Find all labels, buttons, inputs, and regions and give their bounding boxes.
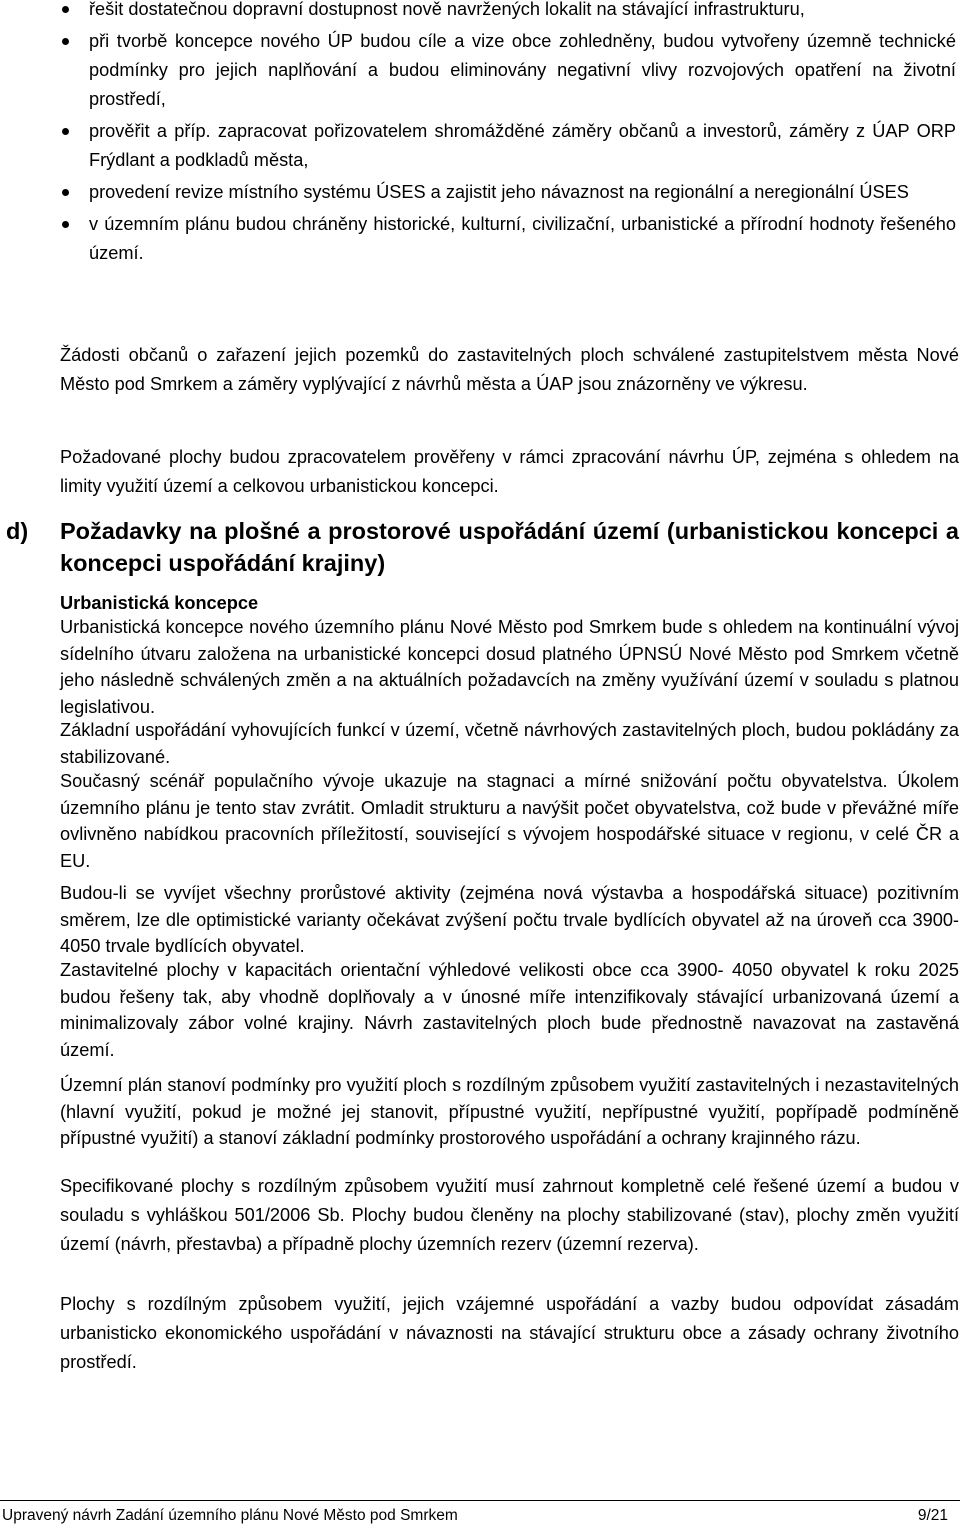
- bullet-dot-icon: [62, 189, 69, 196]
- footer-page-number: 9/21: [917, 1507, 948, 1524]
- bullet-dot-icon: [62, 221, 69, 228]
- section-letter: d): [6, 518, 29, 544]
- paragraph-specified-areas: Specifikované plochy s rozdílným způsobem využití musí zahrnout kompletně celé řešené území a budou v souladu s vyhláškou 501/2006 Sb. Plochy budou členěny na plochy stabilizované (stav), plochy změn využití území (návrh, přestavba) a případně plochy územních rezerv (územní rezerva).: [60, 1176, 959, 1254]
- paragraph-urban-concept: Urbanistická koncepce nového územního plánu Nové Město pod Smrkem bude s ohledem na kontinuální vývoj sídelního útvaru založena na urbanistické koncepci dosud platného ÚPNSÚ Nové Město pod Smrkem včetně jeho následně schválených změn a na aktuálních požadavcích na změny využívání území v souladu s platnou legislativou.: [60, 617, 959, 717]
- footer-document-title: Upravený návrh Zadání územního plánu Nové Město pod Smrkem: [2, 1507, 458, 1524]
- bullet-text: řešit dostatečnou dopravní dostupnost nově navržených lokalit na stávající infrastrukturu,: [89, 0, 805, 19]
- bullet-text: prověřit a příp. zapracovat pořizovatelem shromážděné záměry občanů a investorů, záměry z ÚAP ORP Frýdlant a podkladů města,: [89, 121, 956, 170]
- paragraph-population: Současný scénář populačního vývoje ukazuje na stagnaci a mírné snižování počtu obyvatelstva. Úkolem územního plánu je tento stav zvrátit. Omladit strukturu a navýšit počet obyvatelstva, což bude v převážné míře ovlivněno nabídkou pracovních příležitostí, související s vývojem hospodářské situace v regionu, v celé ČR a EU.: [60, 771, 959, 871]
- bullet-text: při tvorbě koncepce nového ÚP budou cíle a vize obce zohledněny, budou vytvořeny územně technické podmínky pro jejich naplňování a budou eliminovány negativní vlivy rozvojových opatření na životní prostředí,: [89, 31, 956, 109]
- bullet-item: [0, 0, 960, 24]
- bullet-dot-icon: [62, 6, 69, 13]
- requirements-bullet-list: [0, 0, 960, 271]
- bullet-text: v územním plánu budou chráněny historické, kulturní, civilizační, urbanistické a přírodní hodnoty řešeného území.: [89, 214, 956, 263]
- paragraph-citizen-requests: Žádosti občanů o zařazení jejich pozemků do zastavitelných ploch schválené zastupitelstvem města Nové Město pod Smrkem a záměry vyplývající z návrhů města a ÚAP jsou znázorněny ve výkresu.: [60, 345, 959, 394]
- bullet-dot-icon: [62, 38, 69, 45]
- bullet-dot-icon: [62, 128, 69, 135]
- paragraph-buildable-areas: Zastavitelné plochy v kapacitách orientační výhledové velikosti obce cca 3900- 4050 obyvatel k roku 2025 budou řešeny tak, aby vhodně doplňovaly a v únosné míře intenzifikovaly stávající urbanizovaná území a minimalizovaly zábor volné krajiny. Návrh zastavitelných ploch bude přednostně navazovat na zastavěná území.: [60, 960, 959, 1060]
- paragraph-basic-layout: Základní uspořádání vyhovujících funkcí v území, včetně návrhových zastavitelných ploch, budou pokládány za stabilizované.: [60, 720, 959, 767]
- bullet-item: [0, 210, 960, 268]
- paragraph-plan-conditions: Územní plán stanoví podmínky pro využití ploch s rozdílným způsobem využití zastavitelných i nezastavitelných (hlavní využití, pokud je možné jej stanovit, přípustné využití, nepřípustné využití, popřípadě podmíněně přípustné využití) a stanoví základní podmínky prostorového uspořádání a ochrany krajinného rázu.: [60, 1075, 959, 1148]
- subsection-heading: Urbanistická koncepce: [60, 593, 259, 613]
- bullet-item: [0, 27, 960, 114]
- page-footer: [0, 1500, 960, 1526]
- paragraph-area-relations: Plochy s rozdílným způsobem využití, jejich vzájemné uspořádání a vazby budou odpovídat zásadám urbanisticko ekonomického uspořádání v návaznosti na stávající strukturu obce a zásady ochrany životního prostředí.: [60, 1294, 959, 1372]
- bullet-item: [0, 117, 960, 175]
- section-title: Požadavky na plošné a prostorové uspořádání území (urbanistickou koncepci a koncepci uspořádání krajiny): [60, 518, 959, 576]
- bullet-item: [0, 178, 960, 207]
- paragraph-growth: Budou-li se vyvíjet všechny prorůstové aktivity (zejména nová výstavba a hospodářská situace) pozitivním směrem, lze dle optimistické varianty očekávat zvýšení počtu trvale bydlících obyvatel až na úroveň cca 3900- 4050 trvale bydlících obyvatel.: [60, 883, 959, 956]
- bullet-text: provedení revize místního systému ÚSES a zajistit jeho návaznost na regionální a neregionální ÚSES: [89, 182, 909, 202]
- paragraph-required-areas: Požadované plochy budou zpracovatelem prověřeny v rámci zpracování návrhu ÚP, zejména s ohledem na limity využití území a celkovou urbanistickou koncepci.: [60, 447, 959, 496]
